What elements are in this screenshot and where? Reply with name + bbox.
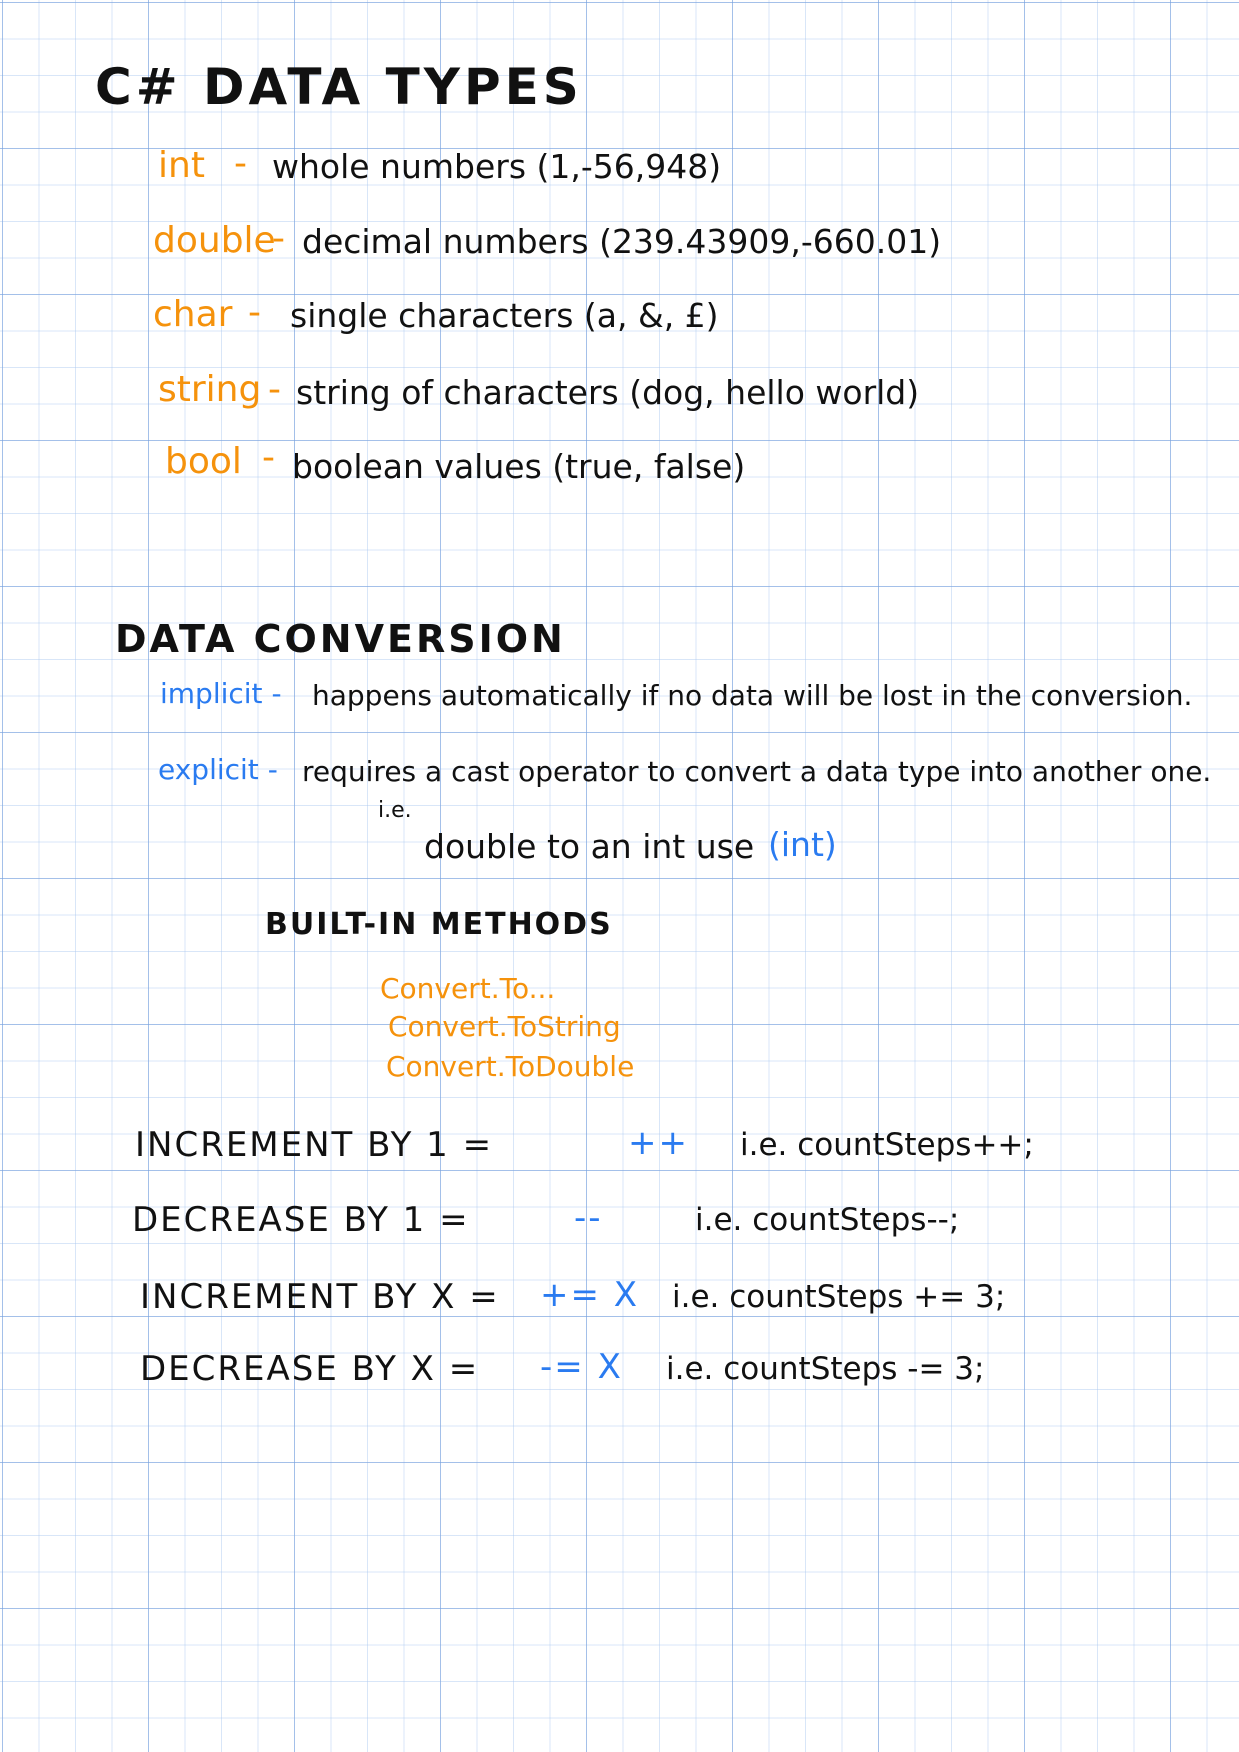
term-description: string of characters (dog, hello world) xyxy=(296,373,920,412)
operator-example: i.e. countSteps--; xyxy=(695,1202,960,1238)
operator-label: DECREASE BY 1 = xyxy=(132,1200,470,1240)
term-string: string xyxy=(158,369,262,410)
list-item: Convert.To... xyxy=(380,972,556,1005)
term-double: double xyxy=(153,220,276,261)
term-dash: - xyxy=(268,369,281,410)
explicit-term: explicit - xyxy=(158,753,278,786)
operator-symbol: ++ xyxy=(628,1123,689,1163)
operator-symbol: += X xyxy=(540,1275,640,1315)
term-bool: bool xyxy=(165,441,242,482)
operator-example: i.e. countSteps += 3; xyxy=(672,1279,1006,1315)
term-dash: - xyxy=(234,143,247,184)
term-description: whole numbers (1,-56,948) xyxy=(272,147,722,186)
term-description: single characters (a, &, £) xyxy=(290,296,719,335)
operator-example: i.e. countSteps++; xyxy=(740,1127,1034,1163)
term-description: boolean values (true, false) xyxy=(292,447,746,486)
methods-heading: BUILT-IN METHODS xyxy=(265,907,613,942)
explicit-description: requires a cast operator to convert a data type into another one. xyxy=(302,755,1212,788)
operator-label: INCREMENT BY X = xyxy=(140,1277,500,1317)
cast-operator: (int) xyxy=(768,825,837,864)
operator-label: INCREMENT BY 1 = xyxy=(135,1125,494,1165)
term-dash: - xyxy=(272,218,285,259)
cast-example-text: double to an int use xyxy=(424,827,755,866)
term-dash: - xyxy=(262,437,275,478)
implicit-description: happens automatically if no data will be lost in the conversion. xyxy=(312,679,1193,712)
conversion-heading: DATA CONVERSION xyxy=(115,617,566,661)
term-int: int xyxy=(158,145,205,186)
operator-symbol: -= X xyxy=(540,1347,623,1387)
operator-label: DECREASE BY X = xyxy=(140,1349,480,1389)
term-char: char xyxy=(153,294,233,335)
term-description: decimal numbers (239.43909,-660.01) xyxy=(302,222,942,261)
page-title: C# DATA TYPES xyxy=(95,58,583,116)
list-item: Convert.ToDouble xyxy=(386,1050,635,1083)
list-item: Convert.ToString xyxy=(388,1010,621,1043)
operator-example: i.e. countSteps -= 3; xyxy=(666,1351,985,1387)
operator-symbol: -- xyxy=(574,1198,603,1238)
implicit-term: implicit - xyxy=(160,677,282,710)
ie-label: i.e. xyxy=(378,798,412,823)
term-dash: - xyxy=(248,292,261,333)
